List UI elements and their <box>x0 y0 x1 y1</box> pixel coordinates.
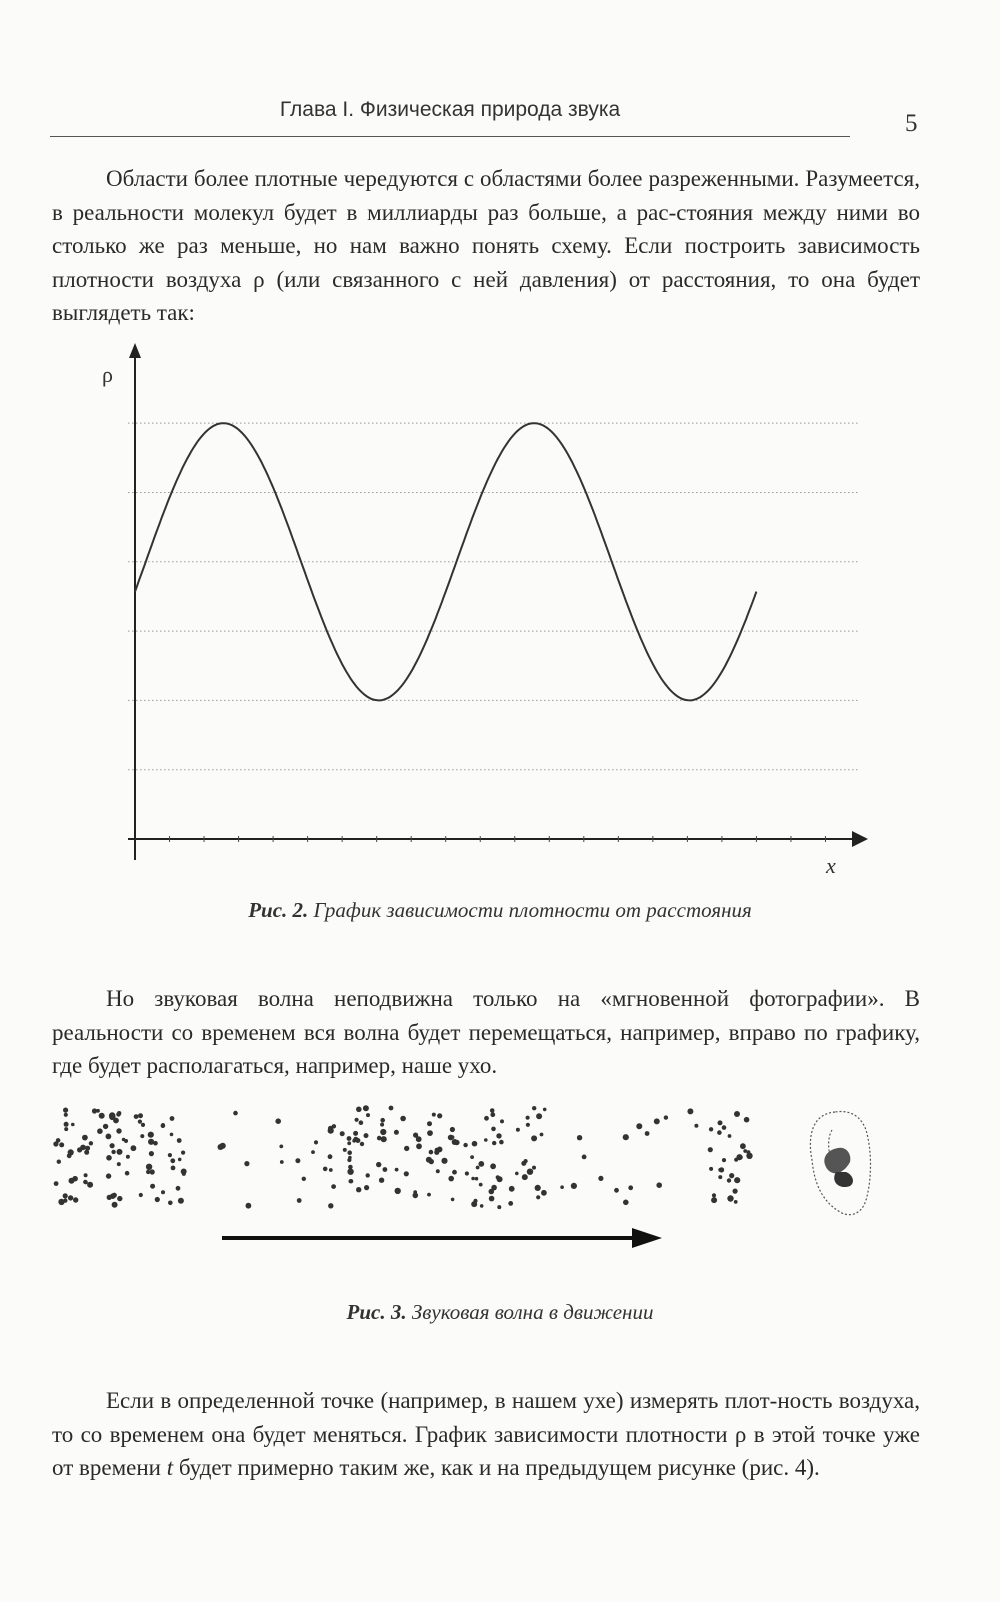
molecule-dot <box>490 1163 496 1169</box>
molecule-dot <box>560 1185 564 1189</box>
figure-3-caption <box>0 1300 1000 1325</box>
density-chart <box>0 340 1000 880</box>
molecule-dot <box>598 1176 603 1181</box>
molecule-dot <box>500 1119 504 1123</box>
molecule-dot <box>515 1172 519 1176</box>
molecule-dot <box>427 1121 432 1126</box>
x-axis-arrow <box>852 831 868 847</box>
molecule-dot <box>532 1166 536 1170</box>
molecule-dot <box>328 1203 333 1208</box>
figure-3-text: Звуковая волна в движении <box>406 1300 654 1324</box>
molecule-dot <box>628 1185 633 1190</box>
molecule-dot <box>571 1183 577 1189</box>
molecule-dot <box>577 1135 582 1140</box>
molecule-dot <box>492 1141 496 1145</box>
molecule-dot <box>744 1117 750 1123</box>
molecule-dot <box>484 1138 488 1142</box>
molecule-dot <box>122 1138 126 1142</box>
molecule-dot <box>116 1128 121 1133</box>
molecule-dot <box>429 1150 434 1155</box>
molecule-dot <box>323 1167 328 1172</box>
molecule-dot <box>364 1185 369 1190</box>
molecule-dot <box>110 1143 115 1148</box>
molecule-dot <box>68 1195 73 1200</box>
molecule-dot <box>540 1133 544 1137</box>
molecule-dot <box>623 1200 629 1206</box>
molecule-dot <box>170 1158 175 1163</box>
header-rule <box>50 136 850 137</box>
molecule-dot <box>360 1142 364 1146</box>
molecule-dot <box>246 1203 252 1209</box>
molecule-dot <box>736 1154 742 1160</box>
molecule-dot <box>536 1195 540 1199</box>
molecule-dot <box>356 1107 362 1113</box>
paragraph-3: Если в определенной точке (например, в нашем ухе) измерять плот-ность воздуха, то со временем она будет меняться. График зависимости плотности ρ в этой точке уже от времени t будет примерно таким же, как и на предыдущем рисунке (рис. 4). <box>52 1388 920 1480</box>
molecule-dot <box>148 1132 154 1138</box>
molecule-dot <box>67 1153 72 1158</box>
molecule-dot <box>141 1123 145 1127</box>
molecule-dot <box>170 1133 174 1137</box>
molecule-dot <box>734 1200 738 1204</box>
molecule-dot <box>57 1160 61 1164</box>
molecule-dot <box>532 1106 536 1110</box>
molecule-dot <box>729 1173 734 1178</box>
molecule-dot <box>168 1201 173 1206</box>
molecule-dot <box>182 1172 186 1176</box>
molecule-dot <box>490 1108 495 1113</box>
molecule-dot <box>71 1123 75 1127</box>
molecule-dot <box>614 1188 619 1193</box>
molecule-dot <box>722 1125 727 1130</box>
molecule-dot <box>436 1169 440 1173</box>
molecule-dot <box>404 1171 409 1176</box>
molecule-dot <box>328 1154 333 1159</box>
molecule-dot <box>509 1186 515 1192</box>
molecule-dot <box>84 1173 88 1177</box>
molecule-dot <box>366 1173 370 1177</box>
motion-arrow-head <box>632 1228 662 1248</box>
molecule-dot <box>394 1130 399 1135</box>
molecule-dot <box>381 1136 387 1142</box>
molecule-dot <box>473 1199 477 1203</box>
molecule-dot <box>664 1115 668 1119</box>
molecule-dot <box>582 1155 587 1160</box>
molecule-dot <box>83 1180 87 1184</box>
molecule-dot <box>146 1170 150 1174</box>
molecule-dot <box>465 1171 469 1175</box>
molecule-dot <box>59 1142 64 1147</box>
molecule-dot <box>168 1153 172 1157</box>
molecule-dot <box>297 1198 302 1203</box>
molecule-dot <box>463 1143 467 1147</box>
molecule-dot <box>448 1176 454 1182</box>
molecule-dot <box>140 1134 144 1138</box>
molecule-dot <box>740 1143 746 1149</box>
molecule-dot <box>111 1150 115 1154</box>
molecule-dot <box>149 1151 154 1156</box>
molecule-dot <box>718 1168 722 1172</box>
y-axis-label: ρ <box>102 362 113 387</box>
molecule-dot <box>349 1179 353 1183</box>
molecule-dot <box>437 1147 443 1153</box>
molecule-dot <box>427 1130 433 1136</box>
molecule-dot <box>89 1141 93 1145</box>
molecule-dot <box>138 1120 142 1124</box>
molecule-dot <box>54 1181 59 1186</box>
molecule-dot <box>177 1138 182 1143</box>
molecule-dot <box>516 1128 520 1132</box>
molecule-dot <box>107 1195 112 1200</box>
molecule-dots <box>53 1105 752 1209</box>
molecule-dot <box>348 1156 352 1160</box>
molecule-dot <box>340 1131 345 1136</box>
molecule-dot <box>380 1118 385 1123</box>
molecule-dot <box>526 1123 530 1127</box>
y-axis-arrow <box>129 343 141 358</box>
molecule-dot <box>733 1189 738 1194</box>
molecule-dot <box>347 1141 351 1145</box>
molecule-dot <box>400 1116 406 1122</box>
molecule-dot <box>244 1161 249 1166</box>
molecule-dot <box>497 1176 503 1182</box>
ear-canal <box>824 1148 853 1187</box>
molecule-dot <box>623 1134 629 1140</box>
molecule-dot <box>478 1161 484 1167</box>
molecule-dot <box>490 1112 495 1117</box>
molecule-dot <box>476 1166 480 1170</box>
molecule-dot <box>106 1173 111 1178</box>
molecule-dot <box>727 1178 731 1182</box>
molecule-dot <box>499 1140 504 1145</box>
molecule-dot <box>134 1114 139 1119</box>
molecule-dot <box>727 1195 733 1201</box>
molecule-dot <box>139 1193 143 1197</box>
molecule-dot <box>535 1185 541 1191</box>
molecule-dot <box>117 1149 123 1155</box>
molecule-dot <box>491 1185 497 1191</box>
molecule-dot <box>63 1193 68 1198</box>
molecule-dot <box>380 1129 386 1135</box>
molecule-dot <box>146 1164 152 1170</box>
molecule-dot <box>718 1120 723 1125</box>
molecule-dot <box>353 1131 358 1136</box>
molecule-dot <box>413 1193 419 1199</box>
molecule-dot <box>171 1166 176 1171</box>
molecule-dot <box>170 1116 175 1121</box>
molecule-dot <box>711 1197 717 1203</box>
molecule-dot <box>63 1108 68 1113</box>
molecule-dot <box>155 1197 160 1202</box>
molecule-dot <box>343 1148 347 1152</box>
molecule-dot <box>694 1124 698 1128</box>
molecule-dot <box>717 1130 722 1135</box>
molecule-dot <box>331 1184 336 1189</box>
molecule-dot <box>69 1178 75 1184</box>
molecule-dot <box>416 1143 422 1149</box>
molecule-dot <box>364 1133 369 1138</box>
molecule-dot <box>429 1159 434 1164</box>
running-head: Глава I. Физическая природа звука <box>279 98 621 121</box>
molecule-dot <box>636 1123 642 1129</box>
molecule-dot <box>220 1143 226 1149</box>
molecule-dot <box>452 1170 457 1175</box>
molecule-dot <box>536 1113 542 1119</box>
molecule-dot <box>356 1187 361 1192</box>
molecule-dot <box>347 1169 353 1175</box>
molecule-dot <box>527 1169 533 1175</box>
molecule-dot <box>734 1177 740 1183</box>
molecule-dot <box>708 1147 713 1152</box>
molecule-dot <box>734 1111 740 1117</box>
page-number: 5 <box>905 110 918 137</box>
molecule-dot <box>295 1158 300 1163</box>
molecule-dot <box>53 1141 58 1146</box>
molecule-dot <box>97 1128 103 1134</box>
molecule-dot <box>471 1177 475 1181</box>
molecule-dot <box>96 1109 100 1113</box>
molecule-dot <box>376 1162 381 1167</box>
molecule-dot <box>178 1158 182 1162</box>
molecule-dot <box>395 1168 399 1172</box>
molecule-dot <box>85 1146 90 1151</box>
molecule-dot <box>181 1151 185 1155</box>
molecule-dot <box>328 1128 334 1134</box>
molecule-dot <box>116 1112 121 1117</box>
molecule-dot <box>355 1118 359 1122</box>
molecule-dot <box>743 1149 747 1153</box>
molecule-dot <box>87 1182 93 1188</box>
molecule-dot <box>64 1113 68 1117</box>
molecule-dot <box>389 1106 394 1111</box>
molecule-dot <box>654 1118 660 1124</box>
molecule-dot <box>475 1177 479 1181</box>
sound-wave-figure <box>0 1100 1000 1260</box>
molecule-dot <box>656 1182 662 1188</box>
molecule-dot <box>314 1140 318 1144</box>
molecule-dot <box>82 1135 88 1141</box>
molecule-dot <box>161 1124 166 1129</box>
molecule-dot <box>728 1134 732 1138</box>
molecule-dot <box>64 1127 68 1131</box>
molecule-dot <box>479 1183 483 1187</box>
molecule-dot <box>472 1141 478 1147</box>
molecule-dot <box>279 1145 283 1149</box>
molecule-dot <box>82 1145 86 1149</box>
molecule-dot <box>722 1158 726 1162</box>
molecule-dot <box>379 1178 384 1183</box>
molecule-dot <box>718 1175 722 1179</box>
molecule-dot <box>383 1167 388 1172</box>
molecule-dot <box>413 1133 418 1138</box>
molecule-dot <box>359 1120 364 1125</box>
molecule-dot <box>380 1123 384 1127</box>
molecule-dot <box>363 1105 369 1111</box>
molecule-dot <box>103 1124 108 1129</box>
molecule-dot <box>395 1188 401 1194</box>
molecule-dot <box>645 1131 650 1136</box>
molecule-dot <box>117 1162 121 1166</box>
molecule-dot <box>280 1160 284 1164</box>
molecule-dot <box>470 1155 474 1159</box>
molecule-dot <box>302 1177 306 1181</box>
molecule-dot <box>432 1113 436 1117</box>
molecule-dot <box>441 1158 447 1164</box>
molecule-dot <box>347 1150 352 1155</box>
molecule-dot <box>176 1186 181 1191</box>
molecule-dot <box>452 1139 458 1145</box>
molecule-dot <box>427 1193 431 1197</box>
time-variable: t <box>166 1455 174 1480</box>
molecule-dot <box>522 1174 528 1180</box>
molecule-dot <box>709 1167 713 1171</box>
molecule-dot <box>489 1196 495 1202</box>
molecule-dot <box>437 1113 442 1118</box>
figure-3-label: Рис. 3. <box>346 1300 407 1324</box>
molecule-dot <box>712 1193 716 1197</box>
molecule-dot <box>148 1139 154 1145</box>
molecule-dot <box>366 1113 370 1117</box>
molecule-dot <box>404 1146 409 1151</box>
molecule-dot <box>531 1135 537 1141</box>
molecule-dot <box>508 1201 513 1206</box>
molecule-dot <box>353 1137 358 1142</box>
figure-2-text: График зависимости плотности от расстояния <box>308 898 752 922</box>
molecule-dot <box>106 1134 112 1140</box>
molecule-dot <box>106 1155 112 1161</box>
molecule-dot <box>161 1190 165 1194</box>
molecule-dot <box>450 1135 454 1139</box>
molecule-dot <box>113 1118 119 1124</box>
molecule-dot <box>99 1113 105 1119</box>
molecule-dot <box>451 1198 455 1202</box>
figure-2-label: Рис. 2. <box>248 898 309 922</box>
molecule-dot <box>233 1111 238 1116</box>
molecule-dot <box>150 1184 155 1189</box>
paragraph-1: Области более плотные чередуются с областями более разреженными. Разумеется, в реальности молекул будет в миллиарды раз больше, а рас-стояния между ними во столько же раз меньше, но нам важно понять схему. Если построить зависимость плотности воздуха ρ (или связанного с ней давления) от расстояния, то она будет выглядеть так: <box>52 166 920 325</box>
molecule-dot <box>543 1108 547 1112</box>
x-axis-label: x <box>826 853 836 878</box>
molecule-dot <box>73 1197 78 1202</box>
molecule-dot <box>484 1116 489 1121</box>
molecule-dot <box>541 1190 547 1196</box>
paragraph-2: Но звуковая волна неподвижна только на «мгновенной фотографии». В реальности со временем вся волна будет перемещаться, например, вправо по графику, где будет располагаться, например, наше ухо. <box>52 986 920 1078</box>
molecule-dot <box>117 1196 122 1201</box>
molecule-dot <box>178 1198 184 1204</box>
molecule-dot <box>496 1133 501 1138</box>
molecule-dot <box>329 1168 333 1172</box>
molecule-dot <box>311 1150 315 1154</box>
molecule-dot <box>709 1127 713 1131</box>
molecule-dot <box>64 1122 69 1127</box>
molecule-dot <box>526 1116 530 1120</box>
molecule-dot <box>131 1145 137 1151</box>
molecule-dot <box>126 1155 130 1159</box>
molecule-dot <box>450 1127 455 1132</box>
molecule-dot <box>125 1171 130 1176</box>
molecule-dot <box>138 1113 143 1118</box>
molecule-dot <box>497 1205 501 1209</box>
molecule-dot <box>112 1202 118 1208</box>
molecule-dot <box>521 1161 526 1166</box>
molecule-dot <box>347 1136 352 1141</box>
molecule-dot <box>746 1153 752 1159</box>
molecule-dot <box>687 1108 693 1114</box>
molecule-dot <box>109 1112 115 1118</box>
molecule-dot <box>480 1204 484 1208</box>
molecule-dot <box>491 1127 496 1132</box>
molecule-dot <box>63 1199 67 1203</box>
figure-2-caption <box>0 898 1000 923</box>
molecule-dot <box>275 1118 281 1124</box>
